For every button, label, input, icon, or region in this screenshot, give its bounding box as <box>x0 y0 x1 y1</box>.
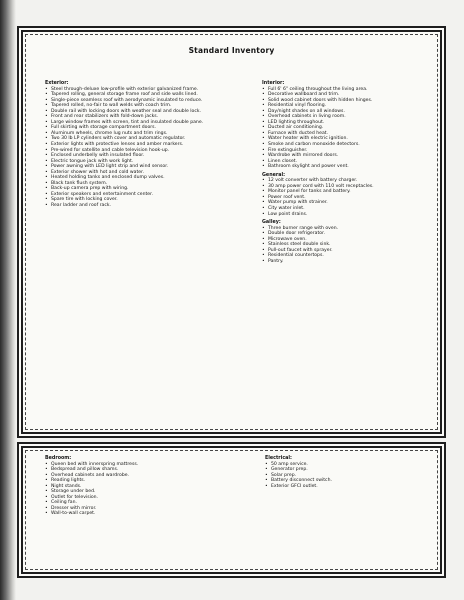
list-item: • City water inlet. <box>262 206 432 212</box>
left-column <box>45 78 237 209</box>
list-item: • Queen bed with innerspring mattress. <box>45 462 225 468</box>
bedroom-heading: Bedroom: <box>45 456 72 461</box>
interior-heading: Interior: <box>262 81 285 86</box>
galley-heading: Galley: <box>262 220 281 226</box>
list-item: • Heated holding tanks and enclosed dump valves. <box>45 175 237 181</box>
list-item: • Monitor panel for tanks and battery. <box>262 189 432 195</box>
list-item: • Electric tongue jack with work light. <box>45 159 237 165</box>
electrical-heading: Electrical: <box>265 456 292 461</box>
list-item: • Power awning with LED light strip and wind sensor. <box>45 164 237 170</box>
list-item: • Power roof vent. <box>262 195 432 201</box>
list-item: • Double rail with locking doors with weather seal and double lock. <box>45 109 237 115</box>
list-item: • Pantry. <box>262 259 432 265</box>
list-item: • Day/night shades on all windows. <box>262 109 432 115</box>
list-item: • Exterior shower with hot and cold water. <box>45 170 237 176</box>
list-item: • Wardrobe with mirrored doors. <box>262 153 432 159</box>
exterior-heading: Exterior: <box>45 81 69 86</box>
list-item: • Microwave oven. <box>262 237 432 243</box>
bedroom-electrical-panel <box>17 442 446 578</box>
list-item: • Full skirting with storage compartment doors. <box>45 125 237 131</box>
list-item: • Water pump with strainer. <box>262 200 432 206</box>
right-column <box>262 78 432 265</box>
list-item: • Single-piece seamless roof with aerodynamic insulated to reduce. <box>45 98 237 104</box>
bedroom-list <box>45 462 225 517</box>
galley-list <box>262 226 432 265</box>
list-item: • Pre-wired for satellite and cable television hook-up. <box>45 148 237 154</box>
list-item: • Rear ladder and roof rack. <box>45 203 237 209</box>
list-item: • Residential countertops. <box>262 253 432 259</box>
page-title: Standard Inventory <box>188 46 275 55</box>
list-item: • Wall-to-wall carpet. <box>45 511 225 517</box>
list-item: • Ducted air conditioning. <box>262 125 432 131</box>
list-item: • Outlet for television. <box>45 495 225 501</box>
list-item: • Dresser with mirror. <box>45 506 225 512</box>
list-item: • Night stands. <box>45 484 225 490</box>
list-item: • Stainless steel double sink. <box>262 242 432 248</box>
list-item: • Storage under bed. <box>45 489 225 495</box>
list-item: • Black tank flush system. <box>45 181 237 187</box>
list-item: • Generator prep. <box>265 467 435 473</box>
electrical-list <box>265 462 435 490</box>
list-item: • Overhead cabinets in living room. <box>262 114 432 120</box>
list-item: • Low point drains. <box>262 212 432 218</box>
list-item: • Water heater with electric ignition. <box>262 136 432 142</box>
list-item: • Bathroom skylight and power vent. <box>262 164 432 170</box>
standard-inventory-panel <box>17 26 446 438</box>
list-item: • 50 amp service. <box>265 462 435 468</box>
list-item: • Exterior GFCI outlet. <box>265 484 435 490</box>
list-item: • Solid wood cabinet doors with hidden hinges. <box>262 98 432 104</box>
list-item: • Smoke and carbon monoxide detectors. <box>262 142 432 148</box>
list-item: • Tapered rolling, general storage frame roof and side walls lined. <box>45 92 237 98</box>
list-item: • Bedspread and pillow shams. <box>45 467 225 473</box>
list-item: • Decorative wallboard and trim. <box>262 92 432 98</box>
list-item: • LED lighting throughout. <box>262 120 432 126</box>
list-item: • Linen closet. <box>262 159 432 165</box>
list-item: • Large window frames with screen, tint and insulated double pane. <box>45 120 237 126</box>
scan-edge-shadow <box>0 0 16 600</box>
bedroom-column <box>45 453 225 517</box>
list-item: • Enclosed underbelly with insulated floor. <box>45 153 237 159</box>
list-item: • Reading lights. <box>45 478 225 484</box>
list-item: • Tapered rolled, no-fair to wall welds with coach trim. <box>45 103 237 109</box>
list-item: • Back-up camera prep with wiring. <box>45 186 237 192</box>
list-item: • Battery disconnect switch. <box>265 478 435 484</box>
list-item: • Ceiling fan. <box>45 500 225 506</box>
list-item: • Steel through-deluxe low-profile with exterior galvanized frame. <box>45 87 237 93</box>
general-list <box>262 178 432 217</box>
list-item: • Residential vinyl flooring. <box>262 103 432 109</box>
exterior-list <box>45 87 237 209</box>
list-item: • Aluminum wheels, chrome lug nuts and trim rings. <box>45 131 237 137</box>
list-item: • Solar prep. <box>265 473 435 479</box>
interior-list <box>262 87 432 170</box>
list-item: • Spare tire with locking cover. <box>45 197 237 203</box>
list-item: • Exterior lights with protective lenses and amber markers. <box>45 142 237 148</box>
general-heading: General: <box>262 172 286 178</box>
list-item: • Front and rear stabilizers with fold-down jacks. <box>45 114 237 120</box>
list-item: • Exterior speakers and entertainment center. <box>45 192 237 198</box>
electrical-column <box>265 453 435 489</box>
list-item: • 30 amp power cord with 110 volt receptacles. <box>262 184 432 190</box>
list-item: • Pull-out faucet with sprayer. <box>262 248 432 254</box>
list-item: • Full 6' 6" ceiling throughout the living area. <box>262 87 432 93</box>
list-item: • Overhead cabinets and wardrobe. <box>45 473 225 479</box>
list-item: • Furnace with ducted heat. <box>262 131 432 137</box>
list-item: • Three burner range with oven. <box>262 226 432 232</box>
list-item: • Double door refrigerator. <box>262 231 432 237</box>
list-item: • Fire extinguisher. <box>262 148 432 154</box>
list-item: • Two 30 lb LP cylinders with cover and automatic regulator. <box>45 136 237 142</box>
list-item: • 12 volt converter with battery charger. <box>262 178 432 184</box>
